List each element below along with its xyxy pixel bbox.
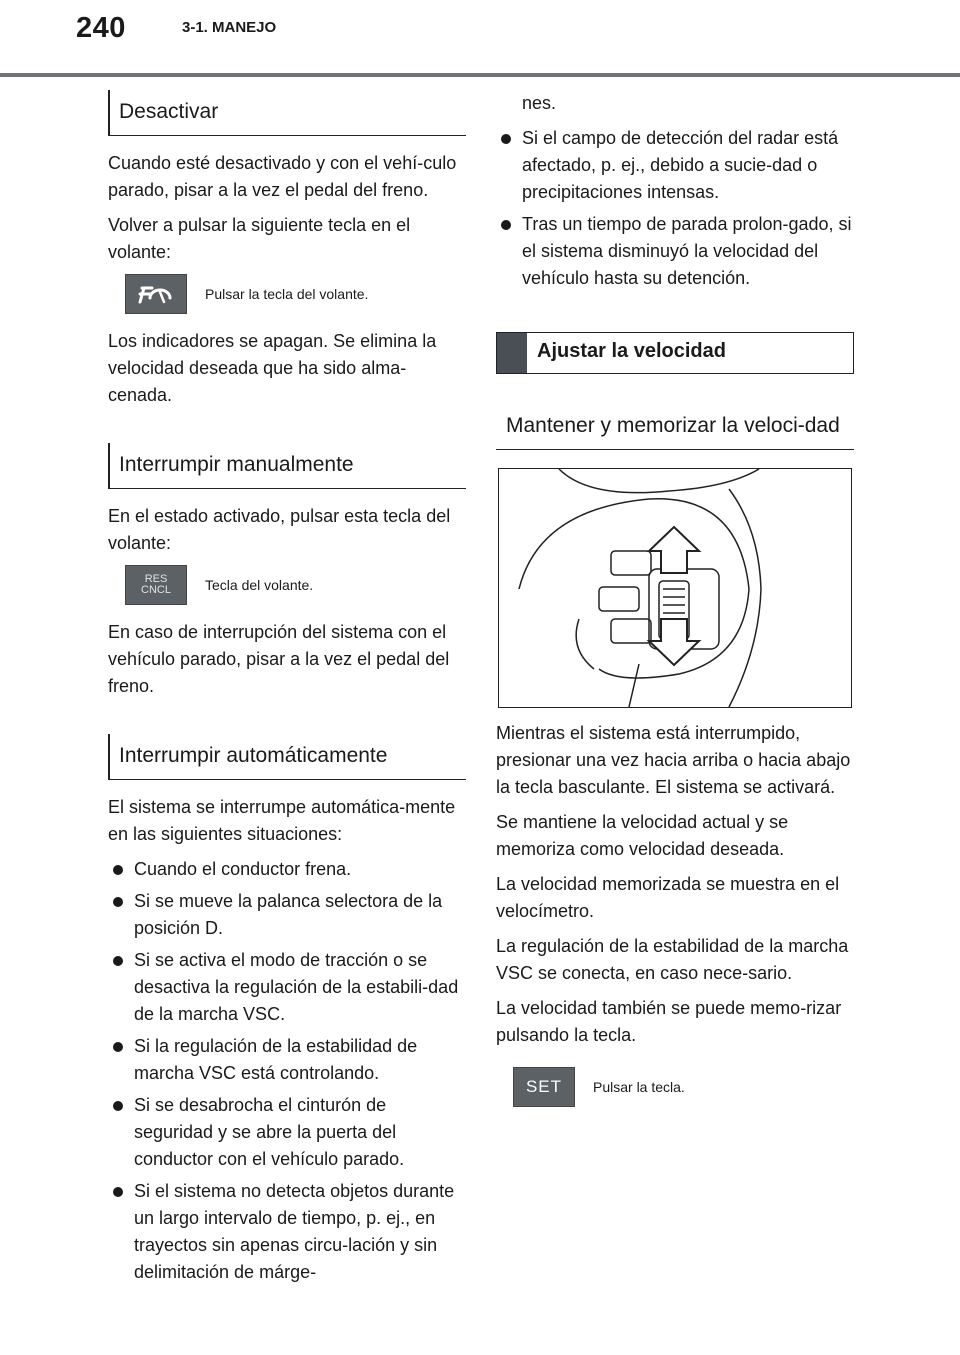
paragraph: El sistema se interrumpe automática-mente en las siguientes situaciones: (108, 797, 456, 844)
paragraph: En el estado activado, pulsar esta tecla del volante: (108, 506, 451, 553)
section-heading-auto: Interrumpir automáticamente (108, 734, 466, 780)
list-item: Si la regulación de la estabilidad de marcha VSC está controlando. (108, 1033, 466, 1087)
section-title-bar (497, 333, 527, 373)
list-item: Si el campo de detección del radar está afectado, p. ej., debido a sucie-dad o precipitaciones intensas. (496, 125, 854, 206)
steering-cancel-icon (125, 274, 187, 314)
list-item: Si el sistema no detecta objetos durante un largo intervalo de tiempo, p. ej., en trayectos sin apenas circu-lación y sin delimitación de márge- (108, 1178, 466, 1286)
list-item: Si se mueve la palanca selectora de la posición D. (108, 888, 466, 942)
steering-wheel-illustration (498, 468, 852, 708)
key-caption: Tecla del volante. (205, 577, 314, 593)
res-cncl-key (125, 565, 187, 605)
paragraph: Volver a pulsar la siguiente tecla en el volante: (108, 215, 411, 262)
list-item: Cuando el conductor frena. (108, 856, 466, 883)
list-item: Si se desabrocha el cinturón de seguridad y se abre la puerta del conductor con el vehículo parado. (108, 1092, 466, 1173)
key-row-res-cncl (125, 565, 466, 605)
key-row-set (513, 1067, 854, 1107)
paragraph: En caso de interrupción del sistema con el vehículo parado, pisar a la vez el pedal del freno. (108, 622, 450, 696)
page-number: 240 (76, 12, 126, 44)
bullet-list (108, 856, 466, 1286)
paragraph: Mientras el sistema está interrumpido, presionar una vez hacia arriba o hacia abajo la tecla basculante. El sistema se activará. (496, 723, 851, 797)
sub-heading: Mantener y memorizar la veloci-dad (496, 404, 854, 450)
section-heading-manual: Interrumpir manualmente (108, 443, 466, 489)
paragraph: La velocidad memorizada se muestra en el velocímetro. (496, 874, 840, 921)
section-title: Ajustar la velocidad (537, 340, 726, 362)
section-heading-desactivar: Desactivar (108, 90, 466, 136)
right-column (496, 90, 854, 1121)
list-item: Si se activa el modo de tracción o se desactiva la regulación de la estabili-dad de la marcha VSC. (108, 947, 466, 1028)
list-item: Tras un tiempo de parada prolon-gado, si el sistema disminuyó la velocidad del vehículo hasta su detención. (496, 211, 854, 292)
set-key: SET (513, 1067, 575, 1107)
chapter-title: 3-1. MANEJO (182, 19, 277, 36)
key-caption: Pulsar la tecla. (593, 1079, 685, 1095)
paragraph: Se mantiene la velocidad actual y se memoriza como velocidad deseada. (496, 812, 789, 859)
paragraph: La velocidad también se puede memo-rizar pulsando la tecla. (496, 998, 842, 1045)
paragraph-continuation: nes. (522, 93, 557, 113)
header-rule (0, 73, 960, 77)
bullet-list (496, 125, 854, 292)
key-label-res: RES (144, 573, 168, 585)
paragraph: La regulación de la estabilidad de la marcha VSC se conecta, en caso nece-sario. (496, 936, 849, 983)
left-column (108, 90, 466, 1291)
key-label-cncl: CNCL (141, 584, 171, 596)
key-caption: Pulsar la tecla del volante. (205, 286, 369, 302)
key-row-cancel (125, 274, 466, 314)
section-title-box (496, 332, 854, 374)
paragraph: Cuando esté desactivado y con el vehí-culo parado, pisar a la vez el pedal del freno. (108, 153, 457, 200)
paragraph: Los indicadores se apagan. Se elimina la velocidad deseada que ha sido alma-cenada. (108, 331, 437, 405)
